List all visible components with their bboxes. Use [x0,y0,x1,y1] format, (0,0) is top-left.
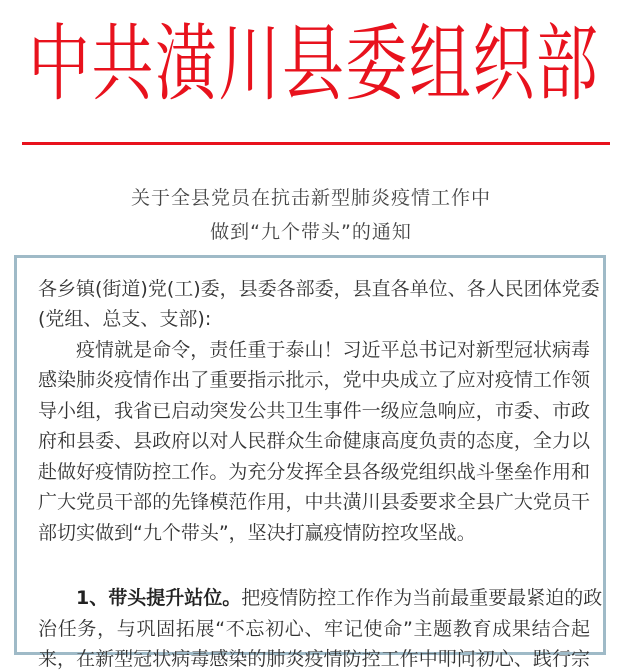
body-line: 导小组，我省已启动突发公共卫生事件一级应急响应，市委、市政 [38,400,590,422]
notice-title-line-2: 做到“九个带头”的通知 [210,221,412,243]
letterhead-char: 川 [218,14,281,113]
red-divider [22,142,610,145]
body-line: 各乡镇(街道)党(工)委，县委各部委，县直各单位、各人民团体党委 [38,278,600,300]
letterhead-char: 部 [535,14,598,113]
organization-letterhead [28,14,598,114]
item-1-heading: 1、带头提升站位。 [76,587,242,609]
body-line: 疫情就是命令，责任重于泰山！习近平总书记对新型冠状病毒 [76,339,590,361]
letterhead-char: 委 [345,14,408,113]
body-line: 赴做好疫情防控工作。为充分发挥全县各级党组织战斗堡垒作用和 [38,461,590,483]
letterhead-char: 织 [472,14,535,113]
letterhead-char: 县 [281,14,344,113]
letterhead-char: 中 [28,14,91,113]
notice-title-line-1: 关于全县党员在抗击新型肺炎疫情工作中 [130,187,491,209]
body-line: 来，在新型冠状病毒感染的肺炎疫情防控工作中叩问初心、践行宗 [38,648,590,670]
body-line: 府和县委、县政府以对人民群众生命健康高度负责的态度，全力以 [38,430,590,452]
body-line: 广大党员干部的先锋模范作用，中共潢川县委要求全县广大党员干 [38,491,590,513]
body-line: 部切实做到“九个带头”，坚决打赢疫情防控攻坚战。 [38,522,476,544]
body-line: 感染肺炎疫情作出了重要指示批示，党中央成立了应对疫情工作领 [38,369,590,391]
letterhead-char: 共 [91,14,154,113]
body-line: (党组、总支、支部): [38,308,212,330]
body-line: 把疫情防控工作作为当前最重要最紧迫的政 [241,587,603,609]
body-line: 治任务，与巩固拓展“不忘初心、牢记使命”主题教育成果结合起 [38,618,590,640]
item-1-first-line [76,586,603,610]
letterhead-char: 潢 [154,14,217,113]
letterhead-char: 组 [408,14,471,113]
